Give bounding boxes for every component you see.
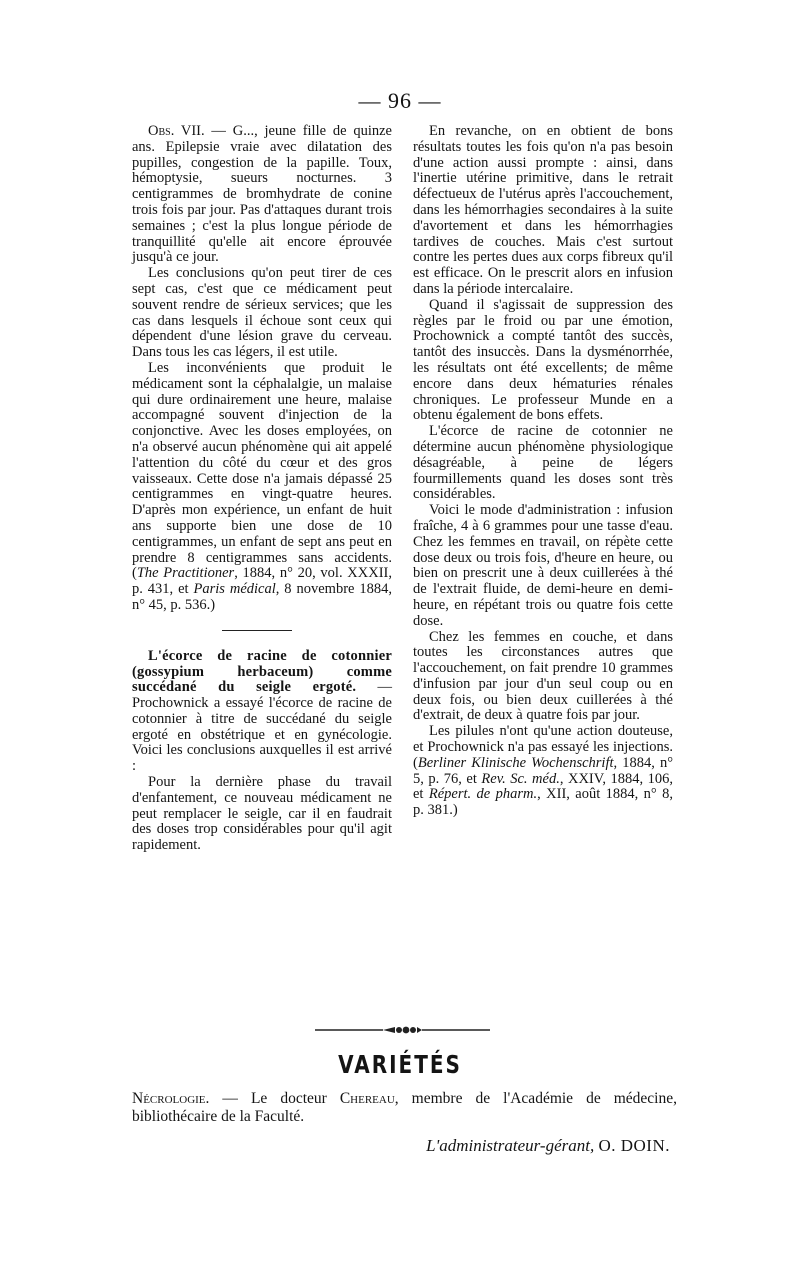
revanche-paragraph: En revanche, on en obtient de bons résultats toutes les fois qu'on n'a pas besoin d'une action aussi prompte : ainsi, dans l'inertie utérine primitive, dans le retrait défectueux de l'utérus après l'accouchement, dans les hémorrhagies secondaires à la suite d'avortement et dans les hémorrhagies tardives de couches. Mais c'est surtout contre les pertes dues aux corps fibreux qu'il est efficace. On le prescrit alors en infusion dans la période intercalaire. xyxy=(413,123,673,297)
necrology-name: Chereau xyxy=(339,1090,395,1107)
signature-name: O. DOIN. xyxy=(598,1136,670,1155)
necrology-label: Nécrologie. xyxy=(132,1090,210,1107)
suppression-paragraph: Quand il s'agissait de suppression des règles par le froid ou par une émotion, Prochownick a compté tantôt des succès, tantôt des insuccès. Dans la dysménorrhée, les résultats ont été excellents; de même encore dans deux hématuries rénales chroniques. Le professeur Munde en a obtenu également de bons effets. xyxy=(413,296,673,424)
article-paragraph xyxy=(132,649,392,775)
signature-role: L'administrateur-gérant, xyxy=(426,1136,595,1155)
observation-text: — G..., jeune fille de quinze ans. Epilepsie vraie avec dilatation des pupilles, congestion de la papille. Toux, hémoptysie, sueurs nocturnes. 3 centigrammes de bromhydrate de conine trois fois par jour. Pas d'attaques durant trois semaines ; c'est la plus longue période de tranquillité qu'elle ait encore éprouvée jusqu'à ce jour. xyxy=(132,123,392,266)
derniere-phase-paragraph: Pour la dernière phase du travail d'enfantement, ce nouveau médicament ne peut remplacer le seigle, car il en faudrait des doses trop considérables pour qu'il agit rapidement. xyxy=(132,774,392,854)
article-title: L'écorce de racine de cotonnier (gossypium herbaceum) comme succédané du seigle ergoté. xyxy=(132,647,392,696)
section-title: VARIÉTÉS xyxy=(338,1049,462,1079)
conclusions-paragraph: Les conclusions qu'on peut tirer de ces sept cas, c'est que ce médicament peut souvent rendre de sérieux services; que les cas dans lesquels il échoue sont ceux qui dépendent d'une lésion grave du cerveau. Dans tous les cas légers, il est utile. xyxy=(132,265,392,361)
necrology-text: , membre de l'Académie de médecine, bibliothécaire de la Faculté. xyxy=(132,1090,677,1125)
reference-text: , 1884, n° 5, p. 76, et xyxy=(413,754,673,787)
reference-journal: The Practitioner xyxy=(136,565,235,582)
signature xyxy=(370,1136,670,1156)
article-intro: — Prochownick a essayé l'écorce de racine de cotonnier à titre de succédané du seigle ergoté en obstétrique et en gynécologie. Voici les conclusions auxquelles il est arrivé : xyxy=(132,679,392,775)
page-number: — 96 — xyxy=(358,88,442,113)
inconvenients-text: Les inconvénients que produit le médicament sont la céphalalgie, un malaise qui dure ordinairement une heure, malaise accompagné souvent d'injection de la conjonctive. Avec les doses employées, on n'a observé aucun phénomène qui ait appelé l'attention du côté du cœur et des gros vaisseaux. Cette dose n'a jamais dépassé 25 centigrammes en vingt-quatre heures. D'après mon expérience, un enfant de huit ans supporte bien une dose de 10 centigrammes, un enfant de sept ans peut en prendre 8 centigrammes sans accidents. ( xyxy=(132,359,392,582)
pilules-paragraph xyxy=(413,724,673,819)
reference-text: , XII, août 1884, n° 8, p. 381.) xyxy=(413,786,673,819)
reference-journal: Répert. de pharm. xyxy=(428,786,538,803)
necrology-text: — Le docteur xyxy=(209,1090,340,1107)
administration-paragraph: Voici le mode d'administration : infusion fraîche, 4 à 6 grammes pour une tasse d'eau. Chez les femmes en travail, on répète cette dose deux ou trois fois, d'heure en heure, ou bien on prescrit une à deux cuillerées à thé de l'extrait fluide, de demi-heure en demi-heure, en répétant trois ou quatre fois cette dose. xyxy=(413,502,673,629)
inconvenients-paragraph xyxy=(132,361,392,614)
reference-journal: Paris médical xyxy=(193,581,276,598)
reference-text: , XXIV, 1884, 106, et xyxy=(413,770,674,803)
section-divider xyxy=(222,630,292,631)
left-column xyxy=(132,124,392,854)
reference-journal: Rev. Sc. méd. xyxy=(481,770,560,787)
couche-paragraph: Chez les femmes en couche, et dans toutes les circonstances autres que l'accouchement, on fait prendre 10 grammes d'infusion par jour d'un seul coup ou en deux fois, ou bien deux cuillerées à thé d'extrait, de deux à quatre fois par jour. xyxy=(413,628,673,724)
observation-paragraph xyxy=(132,124,392,266)
reference-text: , 1884, n° 20, vol. XXXII, p. 431, et xyxy=(132,565,392,598)
ecorce-paragraph: L'écorce de racine de cotonnier ne détermine aucun phénomène physiologique désagréable, à peine de légers fourmillements quand les doses sont très considérables. xyxy=(413,423,673,503)
reference-journal: Berliner Klinische Wochenschrift xyxy=(417,754,614,771)
right-column xyxy=(413,124,673,819)
pilules-text: Les pilules n'ont qu'une action douteuse, et Prochownick n'a pas essayé les injections. ( xyxy=(413,723,673,771)
necrology-notice xyxy=(132,1090,677,1126)
ornamental-divider xyxy=(315,1023,490,1037)
observation-label: Obs. VII. xyxy=(148,123,205,139)
reference-text: , 8 novembre 1884, n° 45, p. 536.) xyxy=(132,581,393,613)
